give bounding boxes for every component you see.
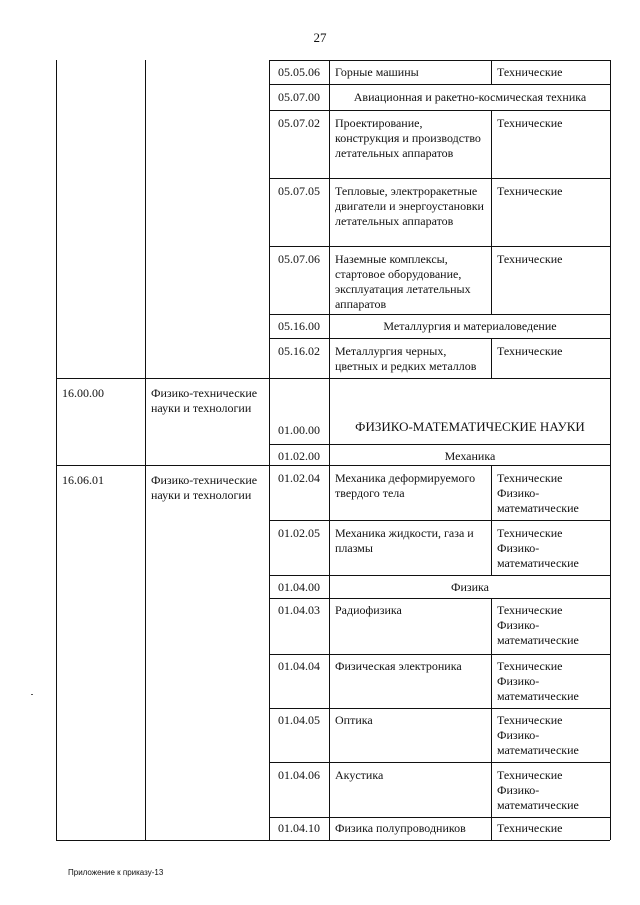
row-border: [269, 444, 610, 445]
science-category: Технические: [497, 252, 563, 266]
scan-artifact: [31, 694, 33, 695]
row-border: [56, 465, 610, 466]
specialty-code: 01.04.03: [278, 603, 320, 617]
category-column-divider: [491, 338, 492, 378]
table-border-col3: [269, 60, 270, 840]
specialty-table: [56, 60, 610, 840]
row-border: [269, 520, 610, 521]
specialty-name: Оптика: [335, 713, 373, 727]
science-category: Технические Физико-математические: [497, 471, 579, 515]
specialty-name: Горные машины: [335, 65, 419, 79]
specialty-code: 01.04.10: [278, 821, 320, 835]
page-number: 27: [313, 30, 327, 45]
science-category: Технические Физико-математические: [497, 659, 579, 703]
science-category: Технические: [497, 116, 563, 130]
specialty-code: 01.02.05: [278, 526, 320, 540]
row-border: [269, 817, 610, 818]
row-border: [269, 762, 610, 763]
row-border: [269, 708, 610, 709]
specialty-code: 05.05.06: [278, 65, 320, 79]
direction-name: Физико-технические науки и технологии: [151, 473, 258, 502]
row-border: [269, 246, 610, 247]
footer-note: Приложение к приказу-13: [68, 868, 164, 877]
section-code: 01.02.00: [278, 449, 320, 463]
specialty-code: 01.04.05: [278, 713, 320, 727]
section-code: 01.00.00: [278, 423, 320, 437]
section-title: Механика: [444, 449, 496, 463]
row-border: [269, 84, 610, 85]
specialty-name: Наземные комплексы, стартовое оборудование, эксплуатация летательных аппаратов: [335, 252, 471, 311]
specialty-name: Проектирование, конструкция и производство летательных аппаратов: [335, 116, 481, 160]
specialty-name: Радиофизика: [335, 603, 402, 617]
direction-code: 16.06.01: [62, 473, 104, 487]
row-border: [269, 654, 610, 655]
science-category: Технические: [497, 184, 563, 198]
category-column-divider: [491, 598, 492, 840]
category-column-divider: [491, 465, 492, 575]
specialty-code: 05.07.05: [278, 184, 320, 198]
specialty-name: Тепловые, электроракетные двигатели и энергоустановки летательных аппаратов: [335, 184, 484, 228]
science-category: Технические: [497, 65, 563, 79]
section-title: Физика: [450, 580, 490, 594]
section-title: Авиационная и ракетно-космическая техника: [353, 90, 587, 104]
section-title: ФИЗИКО-МАТЕМАТИЧЕСКИЕ НАУКИ: [355, 419, 585, 434]
table-border-right: [610, 60, 611, 840]
specialty-code: 01.04.06: [278, 768, 320, 782]
specialty-name: Механика деформируемого твердого тела: [335, 471, 476, 500]
specialty-name: Механика жидкости, газа и плазмы: [335, 526, 474, 555]
specialty-code: 05.07.02: [278, 116, 320, 130]
section-code: 05.07.00: [278, 90, 320, 104]
row-border: [269, 178, 610, 179]
row-border: [269, 338, 610, 339]
specialty-code: 05.07.06: [278, 252, 320, 266]
science-category: Технические Физико-математические: [497, 603, 579, 647]
row-border: [269, 314, 610, 315]
row-border: [269, 598, 610, 599]
science-category: Технические Физико-математические: [497, 768, 579, 812]
specialty-code: 01.02.04: [278, 471, 320, 485]
table-border-bottom: [56, 840, 610, 841]
table-border-col2: [145, 60, 146, 840]
science-category: Технические: [497, 821, 563, 835]
category-column-divider: [491, 110, 492, 314]
table-border-left: [56, 60, 57, 840]
row-border: [269, 110, 610, 111]
row-border: [269, 60, 610, 61]
specialty-name: Акустика: [335, 768, 384, 782]
category-column-divider: [491, 60, 492, 84]
section-title: Металлургия и материаловедение: [383, 319, 557, 333]
direction-name: Физико-технические науки и технологии: [151, 386, 258, 415]
row-border: [269, 575, 610, 576]
direction-code: 16.00.00: [62, 386, 104, 400]
science-category: Технические: [497, 344, 563, 358]
science-category: Технические Физико-математические: [497, 713, 579, 757]
science-category: Технические Физико-математические: [497, 526, 579, 570]
section-code: 05.16.00: [278, 319, 320, 333]
specialty-name: Физическая электроника: [335, 659, 462, 673]
specialty-code: 05.16.02: [278, 344, 320, 358]
specialty-name: Металлургия черных, цветных и редких металлов: [335, 344, 477, 373]
specialty-code: 01.04.04: [278, 659, 320, 673]
specialty-name: Физика полупроводников: [335, 821, 466, 835]
row-border: [56, 378, 610, 379]
section-code: 01.04.00: [278, 580, 320, 594]
